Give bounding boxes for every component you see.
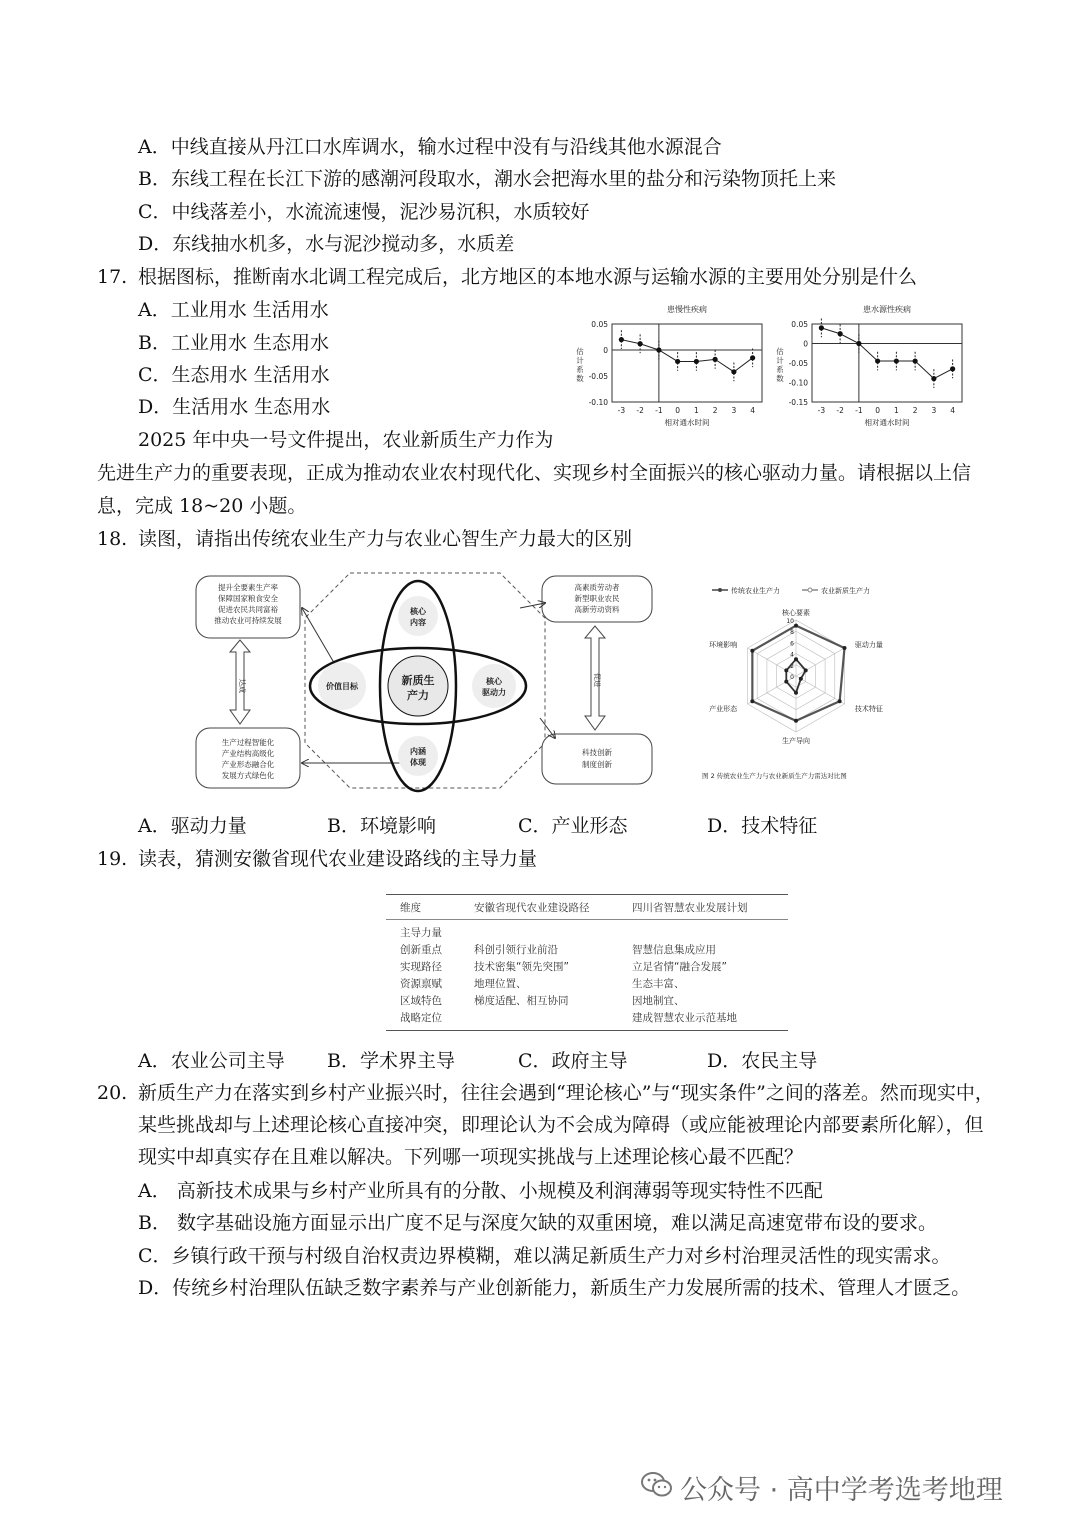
y-tick-label: 0.05 [591, 320, 608, 329]
data-point [819, 325, 824, 330]
x-tick-label: 0 [875, 406, 881, 415]
q19-table [386, 894, 788, 1031]
intro-line-2: 先进生产力的重要表现，正成为推动农业农村现代化、实现乡村全面振兴的核心驱动力量。请根据以上信 [97, 462, 972, 484]
box-tl-line-3: 促进农民共同富裕 [218, 605, 278, 614]
radar-point [784, 668, 788, 672]
box-tl-line-4: 推动农业可持续发展 [214, 616, 282, 625]
radar-point [794, 691, 798, 695]
plot-frame [612, 324, 762, 402]
radar-point [799, 677, 803, 681]
table-header-cell: 四川省智慧农业发展计划 [632, 901, 748, 914]
q20-option-c: C．乡镇行政干预与村级自治权责边界模糊，难以满足新质生产力对乡村治理灵活性的现实需求。 [138, 1245, 951, 1267]
bottom-line-1: 内涵 [410, 747, 426, 756]
table-cell: 因地制宜、 [632, 995, 685, 1007]
data-point [713, 357, 718, 362]
legend-label: 传统农业生产力 [731, 587, 780, 595]
radar-axis-label: 环境影响 [709, 641, 738, 649]
legend-marker [808, 588, 812, 592]
box-br-line-2: 制度创新 [582, 760, 612, 769]
y-tick-label: -0.10 [788, 378, 808, 388]
q20-option-d: D．传统乡村治理队伍缺乏数字素养与产业创新能力，新质生产力发展所需的技术、管理人才匮乏。 [138, 1277, 971, 1299]
left-label: 价值目标 [326, 682, 358, 691]
q17-option-b: B．工业用水 生态用水 [138, 332, 330, 354]
radar-tick-label: 2 [790, 662, 794, 670]
center-line-1: 新质生 [401, 674, 435, 687]
table-cell: 战略定位 [400, 1012, 442, 1024]
radar-spoke [748, 648, 796, 676]
q18-option-a: A．驱动力量 [138, 815, 247, 837]
data-point [913, 358, 918, 363]
radar-tick-label: 10 [786, 618, 794, 625]
table-cell: 建成智慧农业示范基地 [632, 1012, 737, 1024]
top-line-2: 内容 [410, 618, 426, 627]
data-point [638, 341, 643, 346]
x-axis-label: 相对通水时间 [664, 418, 710, 427]
box-tl-line-1: 提升全要素生产率 [218, 583, 278, 592]
y-axis-label-char: 计 [776, 356, 784, 365]
radar-spoke [796, 676, 844, 704]
q16-option-d: D．东线抽水机多，水与泥沙搅动多，水质差 [138, 233, 515, 255]
right-line-2: 驱动力 [482, 688, 506, 697]
watermark-text: 公众号 · 高中学考选考地理 [680, 1475, 1003, 1506]
radar-axis-label: 产业形态 [709, 705, 738, 713]
data-point [619, 337, 624, 342]
box-tr-line-1: 高素质劳动者 [574, 583, 620, 592]
table-row [386, 1009, 788, 1026]
box-tr-line-2: 新型职业农民 [574, 594, 620, 603]
radar-tick-label: 8 [790, 629, 794, 637]
data-point [950, 366, 955, 371]
q20-line-3: 现实中却真实存在且难以解决。下列哪一项现实挑战与上述理论核心最不匹配？ [138, 1146, 804, 1168]
y-axis-label-char: 估 [776, 347, 784, 356]
x-tick-label: 2 [912, 406, 918, 415]
table-header [386, 895, 788, 920]
q17-option-a: A．工业用水 生活用水 [138, 299, 329, 321]
productivity-diagram [190, 568, 660, 798]
radar-point [842, 646, 846, 650]
table-cell: 资源禀赋 [400, 978, 442, 990]
data-point [656, 347, 661, 352]
data-point [875, 358, 880, 363]
q20-line-2: 某些挑战却与上述理论核心直接冲突，即理论认为不会成为障碍（或应能被理论内部要素所化解），但 [138, 1114, 984, 1136]
radar-axis-label: 驱动力量 [854, 641, 883, 649]
box-bl-line-3: 产业形态融合化 [221, 760, 275, 769]
chart-title: 患慢性疾病 [667, 305, 707, 314]
q16-option-c: C．中线落差小，水流流速慢，泥沙易沉积，水质较好 [138, 201, 590, 223]
q18-stem: 读图，请指出传统农业生产力与农业心智生产力最大的区别 [138, 528, 633, 550]
table-row [386, 941, 788, 958]
q19-option-b: B．学术界主导 [327, 1050, 455, 1072]
right-line-1: 核心 [486, 677, 502, 686]
legend-marker [718, 588, 722, 592]
table-row [386, 924, 788, 941]
q18-option-c: C．产业形态 [518, 815, 628, 837]
y-tick-label: 0.05 [791, 320, 808, 329]
radar-spoke [748, 676, 796, 704]
data-point [931, 376, 936, 381]
table-cell: 智慧信息集成应用 [632, 944, 716, 956]
table-header-cell: 维度 [400, 901, 421, 914]
q19-option-a: A．农业公司主导 [138, 1050, 285, 1072]
x-tick-label: 1 [893, 406, 899, 415]
box-tr-line-3: 高新劳动资料 [574, 605, 620, 614]
wechat-icon [640, 1470, 674, 1500]
box-bl-line-2: 产业结构高级化 [221, 749, 275, 758]
x-tick-label: -1 [855, 406, 863, 415]
table-cell: 创新重点 [400, 944, 442, 956]
chart-chronic-disease [570, 300, 770, 440]
box-tl-line-2: 保障国家粮食安全 [218, 594, 278, 603]
radar-axis-label: 技术特征 [854, 705, 883, 713]
radar-point [794, 719, 798, 723]
y-tick-label: -0.05 [588, 372, 608, 381]
radar-point [794, 624, 798, 628]
y-axis-label-char: 数 [576, 374, 584, 383]
y-axis-label-char: 系 [576, 365, 584, 374]
radar-point [838, 699, 842, 703]
x-tick-label: 0 [675, 406, 681, 415]
data-point [675, 359, 680, 364]
legend-label: 农业新质生产力 [821, 587, 870, 595]
q18-option-d: D．技术特征 [707, 815, 818, 837]
radar-axis-label: 生产导向 [782, 737, 810, 745]
radar-axis-label: 核心要素 [782, 609, 810, 617]
data-point [856, 341, 861, 346]
x-tick-label: -1 [655, 406, 663, 415]
radar-tick-label: 6 [790, 640, 794, 648]
intro-line-1: 2025 年中央一号文件提出，农业新质生产力作为 [138, 429, 554, 451]
y-tick-label: -0.10 [588, 398, 608, 407]
top-line-1: 核心 [410, 607, 426, 616]
chart-title: 患水源性疾病 [863, 305, 911, 314]
radar-point [750, 699, 754, 703]
q17-option-c: C．生态用水 生活用水 [138, 364, 330, 386]
table-header-cell: 安徽省现代农业建设路径 [474, 901, 590, 914]
intro-line-3: 息，完成 18~20 小题。 [97, 495, 307, 517]
q19-number: 19. [97, 848, 128, 870]
q16-option-a: A．中线直接从丹江口水库调水，输水过程中没有与沿线其他水源混合 [138, 136, 722, 158]
x-tick-label: 2 [712, 406, 718, 415]
table-cell: 科创引领行业前沿 [474, 944, 558, 956]
box-br-line-1: 科技创新 [582, 748, 612, 757]
data-point [731, 369, 736, 374]
radar-tick-label: 4 [790, 651, 794, 659]
y-tick-label: -0.05 [788, 359, 808, 368]
x-tick-label: 4 [950, 406, 956, 415]
x-tick-label: -2 [836, 406, 844, 415]
table-cell: 立足省情“融合发展” [632, 961, 727, 973]
q20-option-a: A． 高新技术成果与乡村产业所具有的分散、小规模及利润薄弱等现实特性不匹配 [138, 1180, 823, 1202]
q19-option-c: C．政府主导 [518, 1050, 628, 1072]
y-axis-label-char: 估 [576, 347, 584, 356]
table-cell: 技术密集“领先突围” [474, 961, 569, 973]
q20-option-b: B． 数字基础设施方面显示出广度不足与深度欠缺的双重困境，难以满足高速宽带布设的要求。 [138, 1212, 938, 1234]
x-tick-label: 4 [750, 406, 756, 415]
table-cell: 生态丰富、 [632, 978, 685, 990]
data-point [838, 331, 843, 336]
q18-option-b: B．环境影响 [327, 815, 436, 837]
radar-chart [698, 578, 908, 788]
x-tick-label: 3 [931, 406, 937, 415]
data-point [750, 355, 755, 360]
data-point [694, 359, 699, 364]
radar-point [804, 668, 808, 672]
y-axis-label-char: 数 [776, 374, 784, 383]
data-point [894, 358, 899, 363]
x-tick-label: -3 [817, 406, 826, 415]
center-line-2: 产力 [407, 689, 429, 702]
q18-number: 18. [97, 528, 128, 550]
y-axis-label-char: 系 [776, 365, 784, 374]
q20-number: 20. [97, 1082, 128, 1104]
radar-point [784, 680, 788, 684]
table-cell: 实现路径 [400, 961, 442, 973]
radar-caption: 图 2 传统农业生产力与农业新质生产力雷达对比图 [702, 772, 847, 780]
y-tick-label: 0 [803, 339, 808, 349]
table-cell: 地理位置、 [474, 978, 527, 990]
radar-spoke [796, 648, 844, 676]
bottom-line-2: 体现 [410, 758, 426, 767]
arrow-left-label: 达成 [238, 679, 246, 693]
radar-point [750, 649, 754, 653]
plot-frame [812, 324, 962, 402]
q17-option-d: D．生活用水 生态用水 [138, 396, 331, 418]
radar-point [794, 657, 798, 661]
table-row [386, 975, 788, 992]
box-bl-line-1: 生产过程智能化 [221, 738, 275, 747]
table-row [386, 992, 788, 1009]
y-axis-label-char: 计 [576, 356, 584, 365]
x-tick-label: 1 [693, 406, 699, 415]
radar-tick-label: 0 [790, 674, 794, 681]
x-tick-label: -3 [617, 406, 626, 415]
q20-line-1: 新质生产力在落实到乡村产业振兴时，往往会遇到“理论核心”与“现实条件”之间的落差。然而现实中， [138, 1082, 994, 1104]
table-cell: 主导力量 [400, 927, 442, 939]
x-tick-label: 3 [731, 406, 737, 415]
table-row [386, 958, 788, 975]
arrow-right-label: 促进 [593, 673, 601, 687]
box-bl-line-4: 发展方式绿色化 [221, 771, 275, 780]
q19-stem: 读表，猜测安徽省现代农业建设路线的主导力量 [138, 848, 538, 870]
chart-waterborne-disease [770, 300, 970, 440]
table-cell: 区域特色 [400, 995, 442, 1007]
q17-stem: 根据图标，推断南水北调工程完成后，北方地区的本地水源与运输水源的主要用处分别是什么 [138, 266, 918, 288]
x-tick-label: -2 [636, 406, 644, 415]
x-axis-label: 相对通水时间 [864, 418, 910, 427]
q16-option-b: B．东线工程在长江下游的感潮河段取水，潮水会把海水里的盐分和污染物顶托上来 [138, 168, 836, 190]
q19-option-d: D．农民主导 [707, 1050, 818, 1072]
table-cell: 梯度适配、相互协同 [474, 995, 569, 1007]
y-tick-label: 0 [603, 346, 608, 355]
q17-number: 17. [97, 266, 128, 288]
y-tick-label: -0.15 [788, 398, 808, 407]
